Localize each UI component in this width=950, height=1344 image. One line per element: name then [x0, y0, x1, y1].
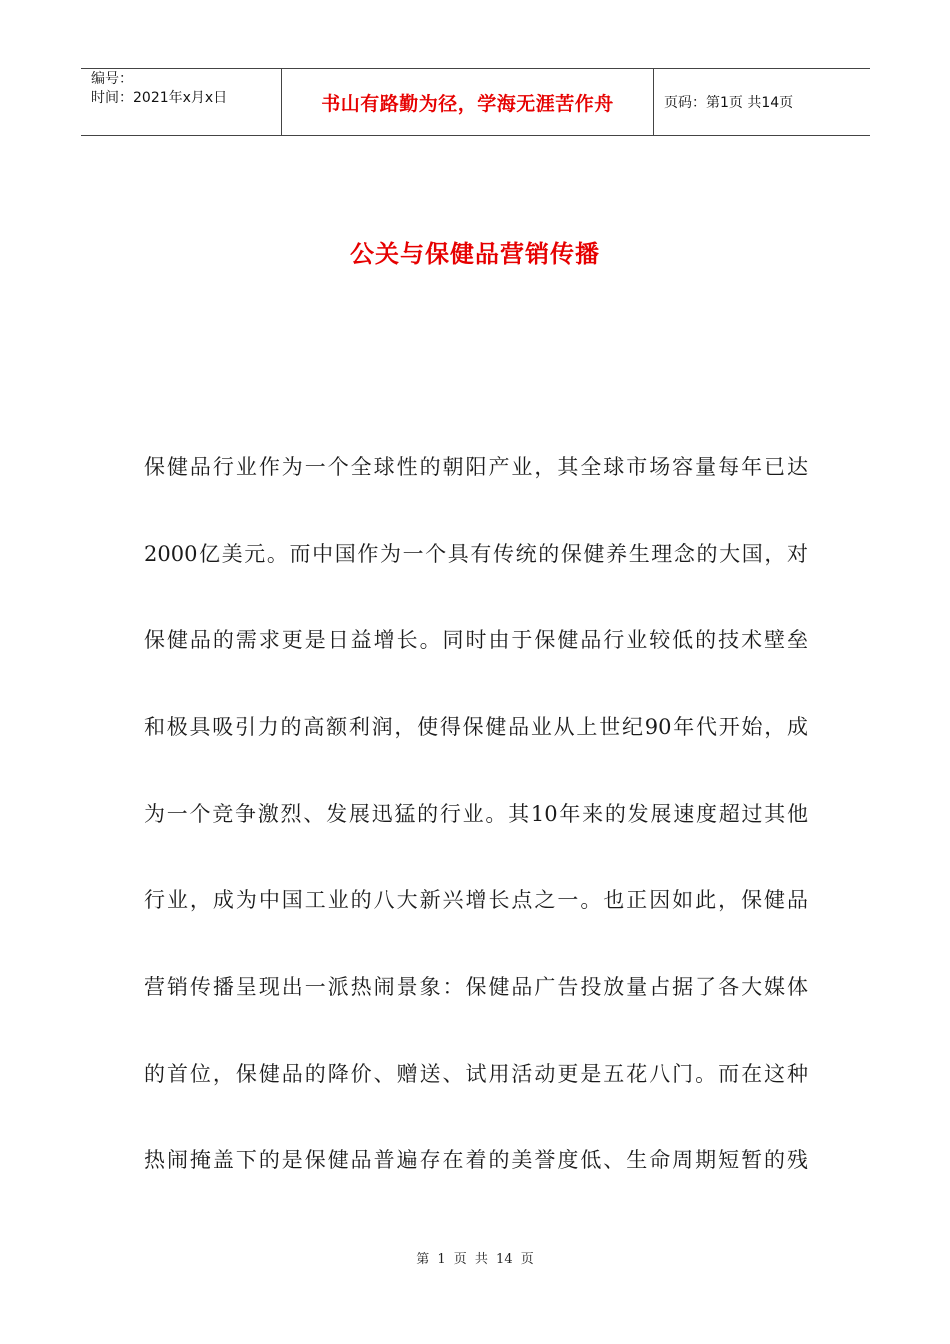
body-line: 和极具吸引力的高额利润，使得保健品业从上世纪90年代开始，成	[144, 715, 808, 739]
header-page-cell	[654, 69, 870, 135]
body-line: 热闹掩盖下的是保健品普遍存在着的美誉度低、生命周期短暂的残	[144, 1148, 808, 1172]
document-title: 公关与保健品营销传播	[350, 240, 600, 268]
date-label: 时间：2021年x月x日	[91, 90, 228, 106]
body-line: 2000亿美元。而中国作为一个具有传统的保健养生理念的大国，对	[144, 542, 808, 566]
number-label: 编号：	[91, 71, 133, 87]
body-line: 保健品行业作为一个全球性的朝阳产业，其全球市场容量每年已达	[144, 455, 808, 479]
body-line: 营销传播呈现出一派热闹景象：保健品广告投放量占据了各大媒体	[144, 975, 808, 999]
header-motto-cell	[282, 69, 654, 135]
body-line: 行业，成为中国工业的八大新兴增长点之一。也正因如此，保健品	[144, 888, 808, 912]
motto-text: 书山有路勤为径，学海无涯苦作舟	[321, 92, 614, 115]
page-footer: 第 1 页 共 14 页	[416, 1252, 534, 1267]
header-meta-cell	[81, 69, 282, 135]
header-table	[81, 68, 870, 136]
body-line: 保健品的需求更是日益增长。同时由于保健品行业较低的技术壁垒	[144, 628, 808, 652]
body-line: 为一个竞争激烈、发展迅猛的行业。其10年来的发展速度超过其他	[144, 802, 808, 826]
page-info: 页码：第1页 共14页	[664, 95, 794, 111]
body-line: 的首位，保健品的降价、赠送、试用活动更是五花八门。而在这种	[144, 1062, 808, 1086]
